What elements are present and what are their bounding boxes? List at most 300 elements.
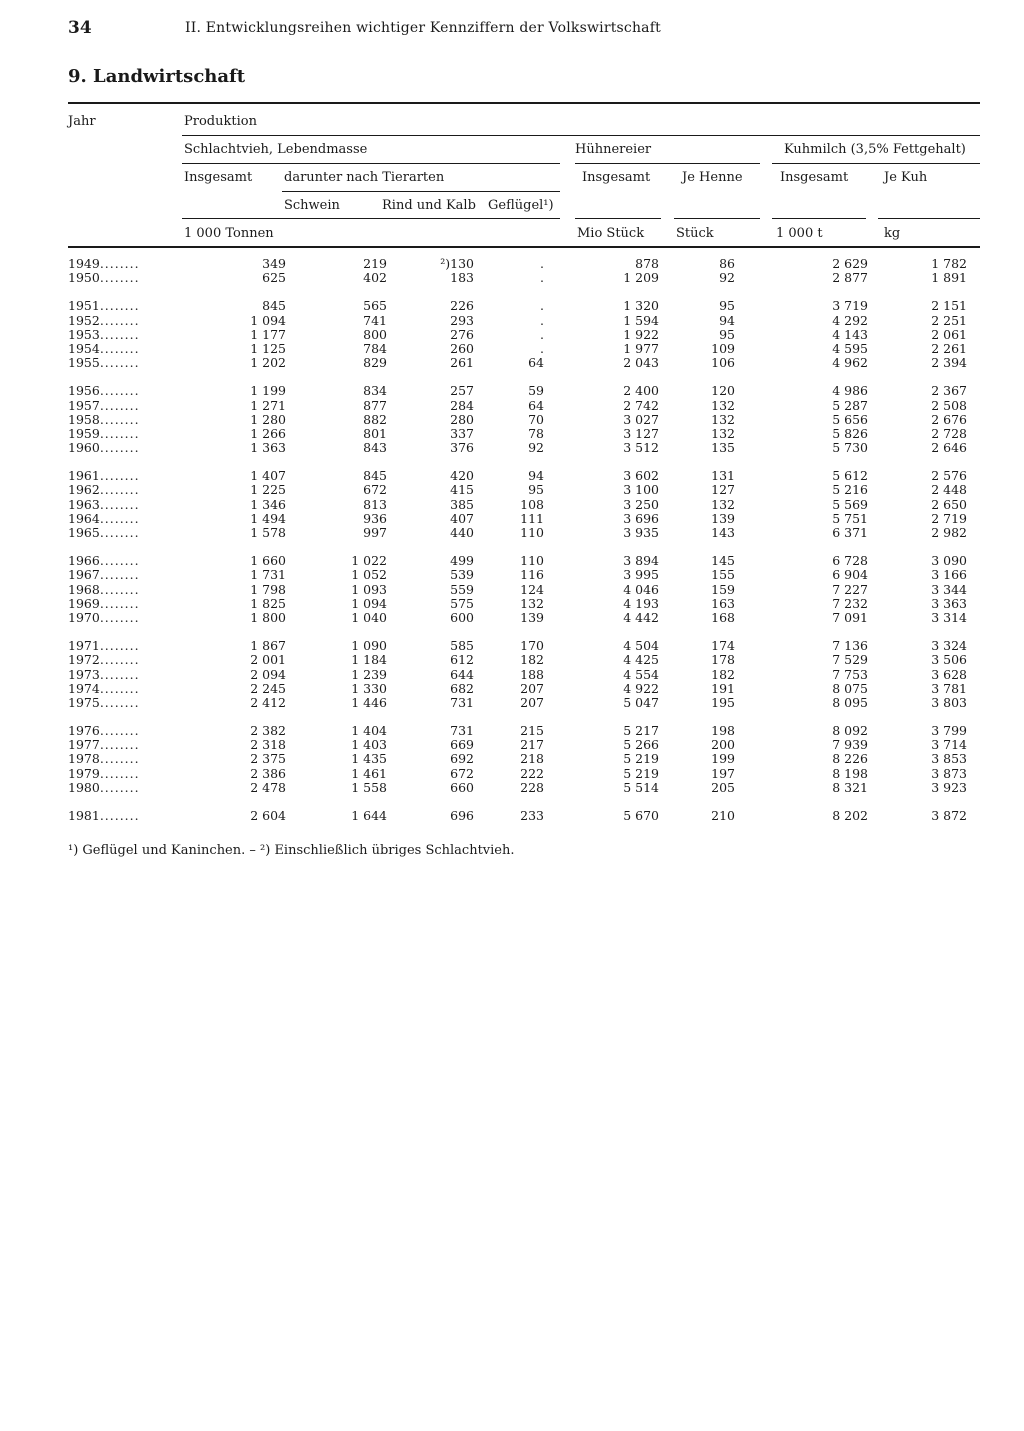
table-cell: 612 bbox=[450, 652, 474, 668]
table-cell: 8 075 bbox=[832, 680, 868, 696]
row-year: 1958 ........ bbox=[68, 413, 140, 427]
table-cell: 228 bbox=[520, 779, 544, 795]
table-row bbox=[68, 724, 980, 738]
row-year: 1950 ........ bbox=[68, 271, 140, 285]
table-row bbox=[68, 299, 980, 313]
table-cell: 2 061 bbox=[931, 326, 967, 342]
table-cell: 2 001 bbox=[250, 652, 286, 668]
table-cell: 3 166 bbox=[931, 567, 967, 583]
col-jahr: Jahr bbox=[68, 114, 96, 129]
col-darunter: darunter nach Tierarten bbox=[284, 170, 445, 185]
table-cell: 94 bbox=[719, 312, 735, 328]
table-cell: 1 594 bbox=[623, 312, 659, 328]
row-year: 1966 ........ bbox=[68, 554, 140, 568]
row-year: 1953 ........ bbox=[68, 328, 140, 342]
table-cell: 731 bbox=[450, 694, 474, 710]
table-cell: 116 bbox=[520, 567, 544, 583]
table-cell: 139 bbox=[520, 609, 544, 625]
table-cell: 5 047 bbox=[623, 694, 659, 710]
row-year: 1976 ........ bbox=[68, 724, 140, 738]
table-cell: 135 bbox=[711, 440, 735, 456]
year-group bbox=[68, 299, 980, 370]
table-cell: 1 280 bbox=[250, 411, 286, 427]
table-cell: 64 bbox=[528, 397, 544, 413]
table-row bbox=[68, 356, 980, 370]
column-head-rule-eier-b bbox=[674, 218, 760, 219]
table-cell: 3 090 bbox=[931, 553, 967, 569]
table-cell: 106 bbox=[711, 355, 735, 371]
table-cell: 168 bbox=[711, 609, 735, 625]
table-cell: 3 803 bbox=[931, 694, 967, 710]
table-cell: 2 261 bbox=[931, 340, 967, 356]
table-cell: 261 bbox=[450, 355, 474, 371]
table-cell: 2 508 bbox=[931, 397, 967, 413]
table-cell: 2 386 bbox=[250, 765, 286, 781]
table-cell: 877 bbox=[363, 397, 387, 413]
col-huehnereier: Hühnereier bbox=[575, 142, 652, 157]
table-cell: 5 287 bbox=[832, 397, 868, 413]
table-cell: 3 781 bbox=[931, 680, 967, 696]
table-cell: 997 bbox=[363, 525, 387, 540]
table-row bbox=[68, 583, 980, 597]
row-year: 1952 ........ bbox=[68, 314, 140, 328]
table-cell: 2 646 bbox=[931, 440, 967, 456]
table-cell: 2 375 bbox=[250, 751, 286, 767]
table-cell: 1 125 bbox=[250, 340, 286, 356]
row-year: 1955 ........ bbox=[68, 356, 140, 370]
table-cell: 499 bbox=[450, 553, 474, 569]
table-cell: 4 193 bbox=[623, 595, 659, 611]
table-cell: 813 bbox=[363, 496, 387, 512]
col-je-henne: Je Henne bbox=[682, 170, 743, 185]
table-cell: 197 bbox=[711, 765, 735, 781]
table-cell: 1 090 bbox=[351, 638, 387, 654]
table-cell: 1 022 bbox=[351, 553, 387, 569]
table-row bbox=[68, 554, 980, 568]
table-row bbox=[68, 696, 980, 710]
table-cell: 1 798 bbox=[250, 581, 286, 597]
table-cell: 3 602 bbox=[623, 468, 659, 484]
table-cell: 5 656 bbox=[832, 411, 868, 427]
table-cell: 159 bbox=[711, 581, 735, 597]
table-row bbox=[68, 384, 980, 398]
table-cell: 575 bbox=[450, 595, 474, 611]
table-cell: 3 873 bbox=[931, 765, 967, 781]
col-schwein: Schwein bbox=[284, 198, 340, 213]
table-cell: 2 448 bbox=[931, 482, 967, 498]
table-cell: 3 506 bbox=[931, 652, 967, 668]
table-cell: 94 bbox=[528, 468, 544, 484]
table-cell: 1 202 bbox=[250, 355, 286, 371]
table-row bbox=[68, 498, 980, 512]
table-cell: 2 382 bbox=[250, 723, 286, 739]
table-cell: 2 412 bbox=[250, 694, 286, 710]
table-cell: 669 bbox=[450, 737, 474, 753]
table-cell: 834 bbox=[363, 383, 387, 399]
year-group bbox=[68, 809, 980, 823]
darunter-rule bbox=[282, 191, 560, 192]
table-cell: 4 962 bbox=[832, 355, 868, 371]
table-cell: . bbox=[540, 298, 544, 314]
table-cell: 7 939 bbox=[832, 737, 868, 753]
table-row bbox=[68, 738, 980, 752]
table-cell: 440 bbox=[450, 525, 474, 540]
table-cell: 3 324 bbox=[931, 638, 967, 654]
table-cell: 7 529 bbox=[832, 652, 868, 668]
table-cell: 1 209 bbox=[623, 270, 659, 286]
table-cell: 696 bbox=[450, 808, 474, 823]
page-number: 34 bbox=[68, 18, 92, 38]
row-year: 1967 ........ bbox=[68, 568, 140, 582]
row-year: 1949 ........ bbox=[68, 257, 140, 271]
table-row bbox=[68, 526, 980, 540]
table-cell: 1 800 bbox=[250, 609, 286, 625]
table-cell: 170 bbox=[520, 638, 544, 654]
row-year: 1975 ........ bbox=[68, 696, 140, 710]
table-cell: 8 202 bbox=[832, 808, 868, 823]
table-cell: 829 bbox=[363, 355, 387, 371]
table-cell: 218 bbox=[520, 751, 544, 767]
table-cell: 1 558 bbox=[351, 779, 387, 795]
table-cell: 2 318 bbox=[250, 737, 286, 753]
table-cell: 5 216 bbox=[832, 482, 868, 498]
table-cell: 8 095 bbox=[832, 694, 868, 710]
row-year: 1981 ........ bbox=[68, 809, 140, 823]
table-cell: 205 bbox=[711, 779, 735, 795]
row-year: 1959 ........ bbox=[68, 427, 140, 441]
table-cell: 1 407 bbox=[250, 468, 286, 484]
table-cell: 1 644 bbox=[351, 808, 387, 823]
table-cell: 2 650 bbox=[931, 496, 967, 512]
table-cell: 1 271 bbox=[250, 397, 286, 413]
table-cell: 3 719 bbox=[832, 298, 868, 314]
table-cell: 6 371 bbox=[832, 525, 868, 540]
table-cell: 3 100 bbox=[623, 482, 659, 498]
table-cell: 337 bbox=[450, 425, 474, 441]
table-cell: 8 198 bbox=[832, 765, 868, 781]
row-year: 1970 ........ bbox=[68, 611, 140, 625]
table-cell: 199 bbox=[711, 751, 735, 767]
table-row bbox=[68, 399, 980, 413]
table-cell: 565 bbox=[363, 298, 387, 314]
table-cell: 110 bbox=[520, 525, 544, 540]
table-cell: 2 043 bbox=[623, 355, 659, 371]
table-row bbox=[68, 639, 980, 653]
table-row bbox=[68, 441, 980, 455]
table-cell: 7 091 bbox=[832, 609, 868, 625]
year-group bbox=[68, 639, 980, 710]
table-cell: 3 872 bbox=[931, 808, 967, 823]
table-cell: 1 094 bbox=[250, 312, 286, 328]
table-cell: 4 425 bbox=[623, 652, 659, 668]
row-year: 1961 ........ bbox=[68, 469, 140, 483]
table-cell: 226 bbox=[450, 298, 474, 314]
column-head-rule-sv bbox=[182, 218, 560, 219]
col-insgesamt-eier: Insgesamt bbox=[582, 170, 651, 185]
table-cell: 183 bbox=[450, 270, 474, 286]
table-cell: 95 bbox=[719, 326, 735, 342]
table-cell: 1 330 bbox=[351, 680, 387, 696]
table-row bbox=[68, 611, 980, 625]
row-year: 1954 ........ bbox=[68, 342, 140, 356]
table-cell: 5 266 bbox=[623, 737, 659, 753]
table-cell: ²)130 bbox=[440, 256, 474, 271]
table-cell: 2 604 bbox=[250, 808, 286, 823]
table-row bbox=[68, 781, 980, 795]
table-cell: 2 478 bbox=[250, 779, 286, 795]
table-cell: 1 094 bbox=[351, 595, 387, 611]
unit-kg: kg bbox=[884, 226, 901, 241]
table-cell: 660 bbox=[450, 779, 474, 795]
table-cell: 1 177 bbox=[250, 326, 286, 342]
table-cell: 3 344 bbox=[931, 581, 967, 597]
row-year: 1977 ........ bbox=[68, 738, 140, 752]
row-year: 1956 ........ bbox=[68, 384, 140, 398]
column-head-rule-milch-a bbox=[772, 218, 866, 219]
table-cell: 1 922 bbox=[623, 326, 659, 342]
table-cell: 3 799 bbox=[931, 723, 967, 739]
table-cell: 257 bbox=[450, 383, 474, 399]
table-cell: 7 232 bbox=[832, 595, 868, 611]
row-year: 1960 ........ bbox=[68, 441, 140, 455]
year-group bbox=[68, 257, 980, 285]
table-cell: 3 127 bbox=[623, 425, 659, 441]
table-cell: 2 367 bbox=[931, 383, 967, 399]
table-cell: 5 612 bbox=[832, 468, 868, 484]
year-group bbox=[68, 469, 980, 540]
table-cell: 6 904 bbox=[832, 567, 868, 583]
table-cell: 385 bbox=[450, 496, 474, 512]
table-cell: 207 bbox=[520, 694, 544, 710]
table-cell: 64 bbox=[528, 355, 544, 371]
page-header bbox=[68, 18, 980, 42]
table-cell: . bbox=[540, 326, 544, 342]
table-cell: 672 bbox=[363, 482, 387, 498]
table-cell: 2 676 bbox=[931, 411, 967, 427]
table-cell: 1 403 bbox=[351, 737, 387, 753]
table-cell: 1 660 bbox=[250, 553, 286, 569]
unit-rule bbox=[68, 246, 980, 248]
table-row bbox=[68, 413, 980, 427]
table-cell: 4 292 bbox=[832, 312, 868, 328]
table-cell: 1 052 bbox=[351, 567, 387, 583]
table-cell: 3 935 bbox=[623, 525, 659, 540]
table-cell: 174 bbox=[711, 638, 735, 654]
year-group bbox=[68, 554, 980, 625]
table-cell: 692 bbox=[450, 751, 474, 767]
produktion-rule bbox=[182, 135, 980, 136]
table-cell: 145 bbox=[711, 553, 735, 569]
table-cell: 5 730 bbox=[832, 440, 868, 456]
table-cell: 131 bbox=[711, 468, 735, 484]
table-cell: 5 670 bbox=[623, 808, 659, 823]
table-cell: 4 046 bbox=[623, 581, 659, 597]
table-cell: 7 227 bbox=[832, 581, 868, 597]
table-cell: 7 136 bbox=[832, 638, 868, 654]
table-cell: 195 bbox=[711, 694, 735, 710]
table-cell: 5 219 bbox=[623, 765, 659, 781]
table-cell: 4 922 bbox=[623, 680, 659, 696]
table-cell: 8 092 bbox=[832, 723, 868, 739]
table-cell: 845 bbox=[363, 468, 387, 484]
table-cell: 233 bbox=[520, 808, 544, 823]
table-cell: 200 bbox=[711, 737, 735, 753]
table-cell: 210 bbox=[711, 808, 735, 823]
kuhmilch-rule bbox=[772, 163, 980, 164]
table-cell: 95 bbox=[528, 482, 544, 498]
table-cell: 625 bbox=[262, 270, 286, 286]
row-year: 1980 ........ bbox=[68, 781, 140, 795]
table-cell: 559 bbox=[450, 581, 474, 597]
unit-mio-stueck: Mio Stück bbox=[577, 226, 645, 241]
row-year: 1951 ........ bbox=[68, 299, 140, 313]
table-cell: 95 bbox=[719, 298, 735, 314]
table-cell: 5 219 bbox=[623, 751, 659, 767]
table-cell: 1 461 bbox=[351, 765, 387, 781]
table-cell: 182 bbox=[520, 652, 544, 668]
table-cell: 4 554 bbox=[623, 666, 659, 682]
table-cell: 2 719 bbox=[931, 510, 967, 526]
table-cell: 1 977 bbox=[623, 340, 659, 356]
table-cell: 882 bbox=[363, 411, 387, 427]
table-cell: 111 bbox=[520, 510, 544, 526]
col-kuhmilch: Kuhmilch (3,5% Fettgehalt) bbox=[784, 142, 966, 157]
table-cell: 1 266 bbox=[250, 425, 286, 441]
schlachtvieh-rule bbox=[182, 163, 560, 164]
row-year: 1957 ........ bbox=[68, 399, 140, 413]
table-row bbox=[68, 767, 980, 781]
table-cell: 155 bbox=[711, 567, 735, 583]
row-year: 1965 ........ bbox=[68, 526, 140, 540]
table-cell: 1 825 bbox=[250, 595, 286, 611]
row-year: 1972 ........ bbox=[68, 653, 140, 667]
table-cell: 784 bbox=[363, 340, 387, 356]
table-cell: 2 877 bbox=[832, 270, 868, 286]
table-row bbox=[68, 752, 980, 766]
table-row bbox=[68, 668, 980, 682]
table-row bbox=[68, 314, 980, 328]
table-cell: 3 995 bbox=[623, 567, 659, 583]
table-cell: 92 bbox=[528, 440, 544, 456]
year-group bbox=[68, 724, 980, 795]
table-row bbox=[68, 427, 980, 441]
table-cell: 2 742 bbox=[623, 397, 659, 413]
column-head-rule-eier-a bbox=[575, 218, 661, 219]
table-cell: 1 446 bbox=[351, 694, 387, 710]
table-cell: 4 504 bbox=[623, 638, 659, 654]
unit-stueck: Stück bbox=[676, 226, 714, 241]
table-cell: 86 bbox=[719, 256, 735, 271]
table-cell: 644 bbox=[450, 666, 474, 682]
table-cell: 1 578 bbox=[250, 525, 286, 540]
table-cell: 143 bbox=[711, 525, 735, 540]
col-rind: Rind und Kalb bbox=[382, 198, 476, 213]
table-cell: 132 bbox=[711, 411, 735, 427]
row-year: 1963 ........ bbox=[68, 498, 140, 512]
table-cell: 5 217 bbox=[623, 723, 659, 739]
table-cell: 936 bbox=[363, 510, 387, 526]
table-cell: 349 bbox=[262, 256, 286, 271]
table-cell: 215 bbox=[520, 723, 544, 739]
table-row bbox=[68, 271, 980, 285]
table-cell: 1 040 bbox=[351, 609, 387, 625]
table-cell: 2 151 bbox=[931, 298, 967, 314]
table-cell: 3 363 bbox=[931, 595, 967, 611]
year-group bbox=[68, 384, 980, 455]
table-cell: 2 982 bbox=[931, 525, 967, 540]
row-year: 1971 ........ bbox=[68, 639, 140, 653]
table-cell: 672 bbox=[450, 765, 474, 781]
table-cell: 5 569 bbox=[832, 496, 868, 512]
table-cell: 217 bbox=[520, 737, 544, 753]
col-je-kuh: Je Kuh bbox=[884, 170, 928, 185]
table-cell: 3 714 bbox=[931, 737, 967, 753]
table-cell: 178 bbox=[711, 652, 735, 668]
table-cell: 59 bbox=[528, 383, 544, 399]
table-row bbox=[68, 328, 980, 342]
table-cell: 1 891 bbox=[931, 270, 967, 286]
table-cell: 70 bbox=[528, 411, 544, 427]
table-cell: 8 226 bbox=[832, 751, 868, 767]
row-year: 1973 ........ bbox=[68, 668, 140, 682]
col-insgesamt-sv: Insgesamt bbox=[184, 170, 253, 185]
table-cell: 132 bbox=[520, 595, 544, 611]
table-cell: 800 bbox=[363, 326, 387, 342]
huehnereier-rule bbox=[575, 163, 760, 164]
table-cell: 415 bbox=[450, 482, 474, 498]
footnote: ¹) Geflügel und Kaninchen. – ²) Einschließlich übriges Schlachtvieh. bbox=[68, 843, 515, 858]
table-cell: 92 bbox=[719, 270, 735, 286]
table-cell: 402 bbox=[363, 270, 387, 286]
table-cell: 1 093 bbox=[351, 581, 387, 597]
table-cell: 108 bbox=[520, 496, 544, 512]
table-cell: 6 728 bbox=[832, 553, 868, 569]
table-cell: 1 320 bbox=[623, 298, 659, 314]
col-gefluegel: Geflügel¹) bbox=[488, 198, 554, 213]
table-cell: 4 143 bbox=[832, 326, 868, 342]
table-cell: 585 bbox=[450, 638, 474, 654]
row-year: 1969 ........ bbox=[68, 597, 140, 611]
unit-tonnen: 1 000 Tonnen bbox=[184, 226, 274, 241]
table-cell: 801 bbox=[363, 425, 387, 441]
column-head-rule-milch-b bbox=[878, 218, 980, 219]
table-cell: 1 199 bbox=[250, 383, 286, 399]
col-schlachtvieh: Schlachtvieh, Lebendmasse bbox=[184, 142, 368, 157]
table-cell: 4 986 bbox=[832, 383, 868, 399]
table-cell: 120 bbox=[711, 383, 735, 399]
running-title: II. Entwicklungsreihen wichtiger Kennziffern der Volkswirtschaft bbox=[185, 20, 661, 36]
table-cell: 3 923 bbox=[931, 779, 967, 795]
table-cell: 124 bbox=[520, 581, 544, 597]
table-row bbox=[68, 653, 980, 667]
table-cell: 600 bbox=[450, 609, 474, 625]
table-cell: 1 239 bbox=[351, 666, 387, 682]
table-cell: 3 894 bbox=[623, 553, 659, 569]
table-cell: 132 bbox=[711, 397, 735, 413]
row-year: 1979 ........ bbox=[68, 767, 140, 781]
table-cell: 1 346 bbox=[250, 496, 286, 512]
table-cell: 78 bbox=[528, 425, 544, 441]
row-year: 1964 ........ bbox=[68, 512, 140, 526]
table-cell: 5 751 bbox=[832, 510, 868, 526]
table-cell: 843 bbox=[363, 440, 387, 456]
table-cell: 222 bbox=[520, 765, 544, 781]
table-row bbox=[68, 682, 980, 696]
table-row bbox=[68, 342, 980, 356]
table-cell: 539 bbox=[450, 567, 474, 583]
table-cell: 110 bbox=[520, 553, 544, 569]
table-body bbox=[68, 257, 980, 837]
